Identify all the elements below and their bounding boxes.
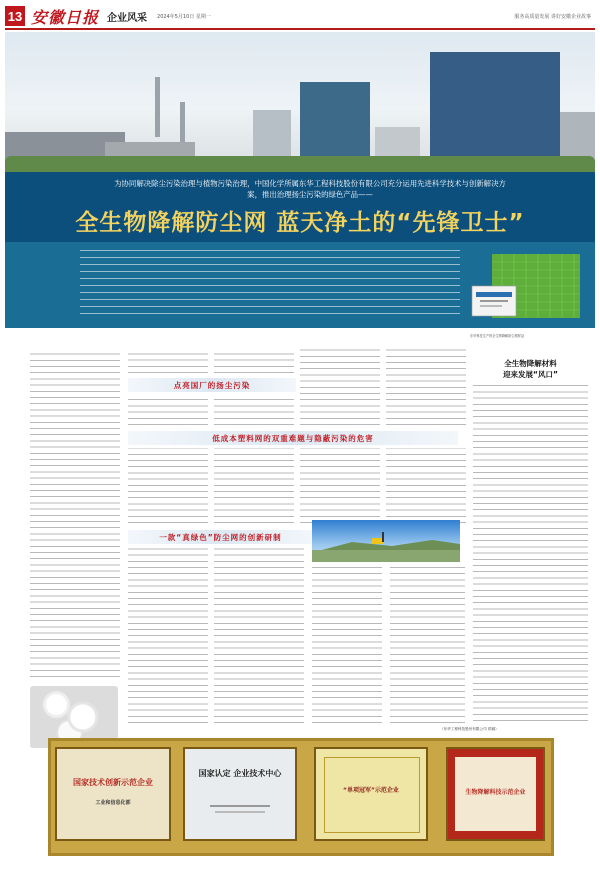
text-column — [214, 348, 294, 376]
main-tower — [430, 52, 560, 172]
text-column — [30, 352, 120, 680]
page-header — [5, 4, 595, 30]
footnote: （东华工程科技股份有限公司 供稿） — [440, 727, 499, 731]
site-photo — [312, 520, 460, 562]
chimney — [155, 77, 160, 137]
section-heading: 点亮国厂的扬尘污染 — [128, 378, 296, 392]
issue-date: 2024年5月10日 星期一 — [157, 13, 211, 20]
text-column — [312, 566, 382, 726]
text-column — [300, 448, 380, 526]
header-slogan: 服务高质量发展 讲好安徽企业故事 — [514, 13, 591, 20]
certificate — [448, 749, 543, 839]
sidebar-text — [473, 384, 588, 724]
text-column — [214, 548, 304, 726]
certificate-title: 生物降解科技示范企业 — [465, 789, 526, 796]
text-column — [300, 348, 380, 428]
product-caption: 东华科技生产的全生物降解防尘网样品 — [470, 334, 525, 338]
tree-line — [5, 156, 595, 172]
masthead: 安徽日报 — [31, 7, 100, 27]
text-column — [128, 448, 208, 526]
certificate-title: 国家技术创新示范企业 — [73, 778, 153, 787]
certificate — [57, 749, 169, 839]
certificate-issuer: 工业和信息化部 — [95, 800, 131, 806]
certificate-title: “单项冠军”示范企业 — [343, 787, 399, 794]
product-photo — [470, 252, 585, 330]
intro-text — [80, 247, 460, 317]
text-column — [386, 348, 466, 428]
text-column — [128, 548, 208, 726]
text-column — [214, 448, 294, 526]
text-column — [390, 566, 465, 726]
section-heading: 一款“真绿色”防尘网的创新研制 — [128, 530, 313, 544]
text-column — [128, 348, 208, 376]
section-heading: 低成本塑料网的双重难题与隐蔽污染的危害 — [128, 431, 458, 445]
text-column — [214, 396, 294, 428]
section-name: 企业风采 — [107, 12, 148, 24]
certificate — [316, 749, 426, 839]
chimney — [180, 102, 185, 142]
article-title: 全生物降解防尘网 蓝天净土的“先锋卫士” — [75, 210, 525, 236]
article-subtitle: 为协同解决除尘污染治理与植物污染治理，中国化学所属东华工程科技股份有限公司充分运用先进科学技术与创新解决方案，推出治理扬尘污染的绿色产品—— — [114, 179, 506, 199]
sidebar-heading: 全生物降解材料 迎来发展“风口” — [503, 359, 558, 379]
text-column — [128, 396, 208, 428]
hero-photo — [5, 32, 595, 172]
certificate — [185, 749, 295, 839]
page-number: 13 — [5, 6, 25, 26]
text-column — [386, 448, 466, 526]
certificate-title: 国家认定 企业技术中心 — [198, 769, 282, 778]
